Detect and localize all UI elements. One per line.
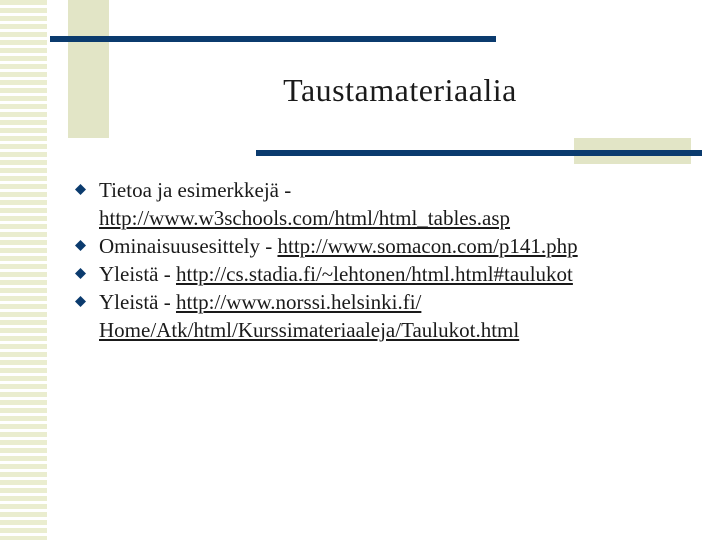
list-item — [75, 288, 705, 344]
bullet-link[interactable]: http://www.w3schools.com/html/html_tables.asp — [99, 206, 511, 230]
diamond-bullet-icon — [75, 268, 86, 279]
diamond-bullet-icon — [75, 184, 86, 195]
left-striped-margin — [0, 0, 50, 540]
bullet-text: Ominaisuusesittely - — [99, 234, 278, 258]
bullet-text: Tietoa ja esimerkkejä - — [99, 178, 292, 202]
bullet-text: Yleistä - — [99, 290, 176, 314]
diamond-bullet-icon — [75, 296, 86, 307]
bullet-text: Yleistä - — [99, 262, 176, 286]
title-rule-bottom — [256, 150, 702, 156]
list-item — [75, 260, 705, 288]
bullet-list — [75, 176, 705, 344]
bullet-link[interactable]: http://cs.stadia.fi/~lehtonen/html.html#taulukot — [175, 262, 573, 286]
slide-title: Taustamateriaalia — [283, 72, 517, 108]
title-rule-top — [50, 36, 496, 42]
diamond-bullet-icon — [75, 240, 86, 251]
bullet-link[interactable]: http://www.somacon.com/p141.php — [277, 234, 578, 258]
title-accent-block — [68, 0, 109, 138]
bullet-link-line2[interactable]: Home/Atk/html/Kurssimateriaaleja/Taulukot.html — [99, 318, 520, 342]
bullet-link-line1[interactable]: http://www.norssi.helsinki.fi/ — [175, 290, 422, 314]
list-item — [75, 232, 705, 260]
list-item — [75, 176, 705, 232]
